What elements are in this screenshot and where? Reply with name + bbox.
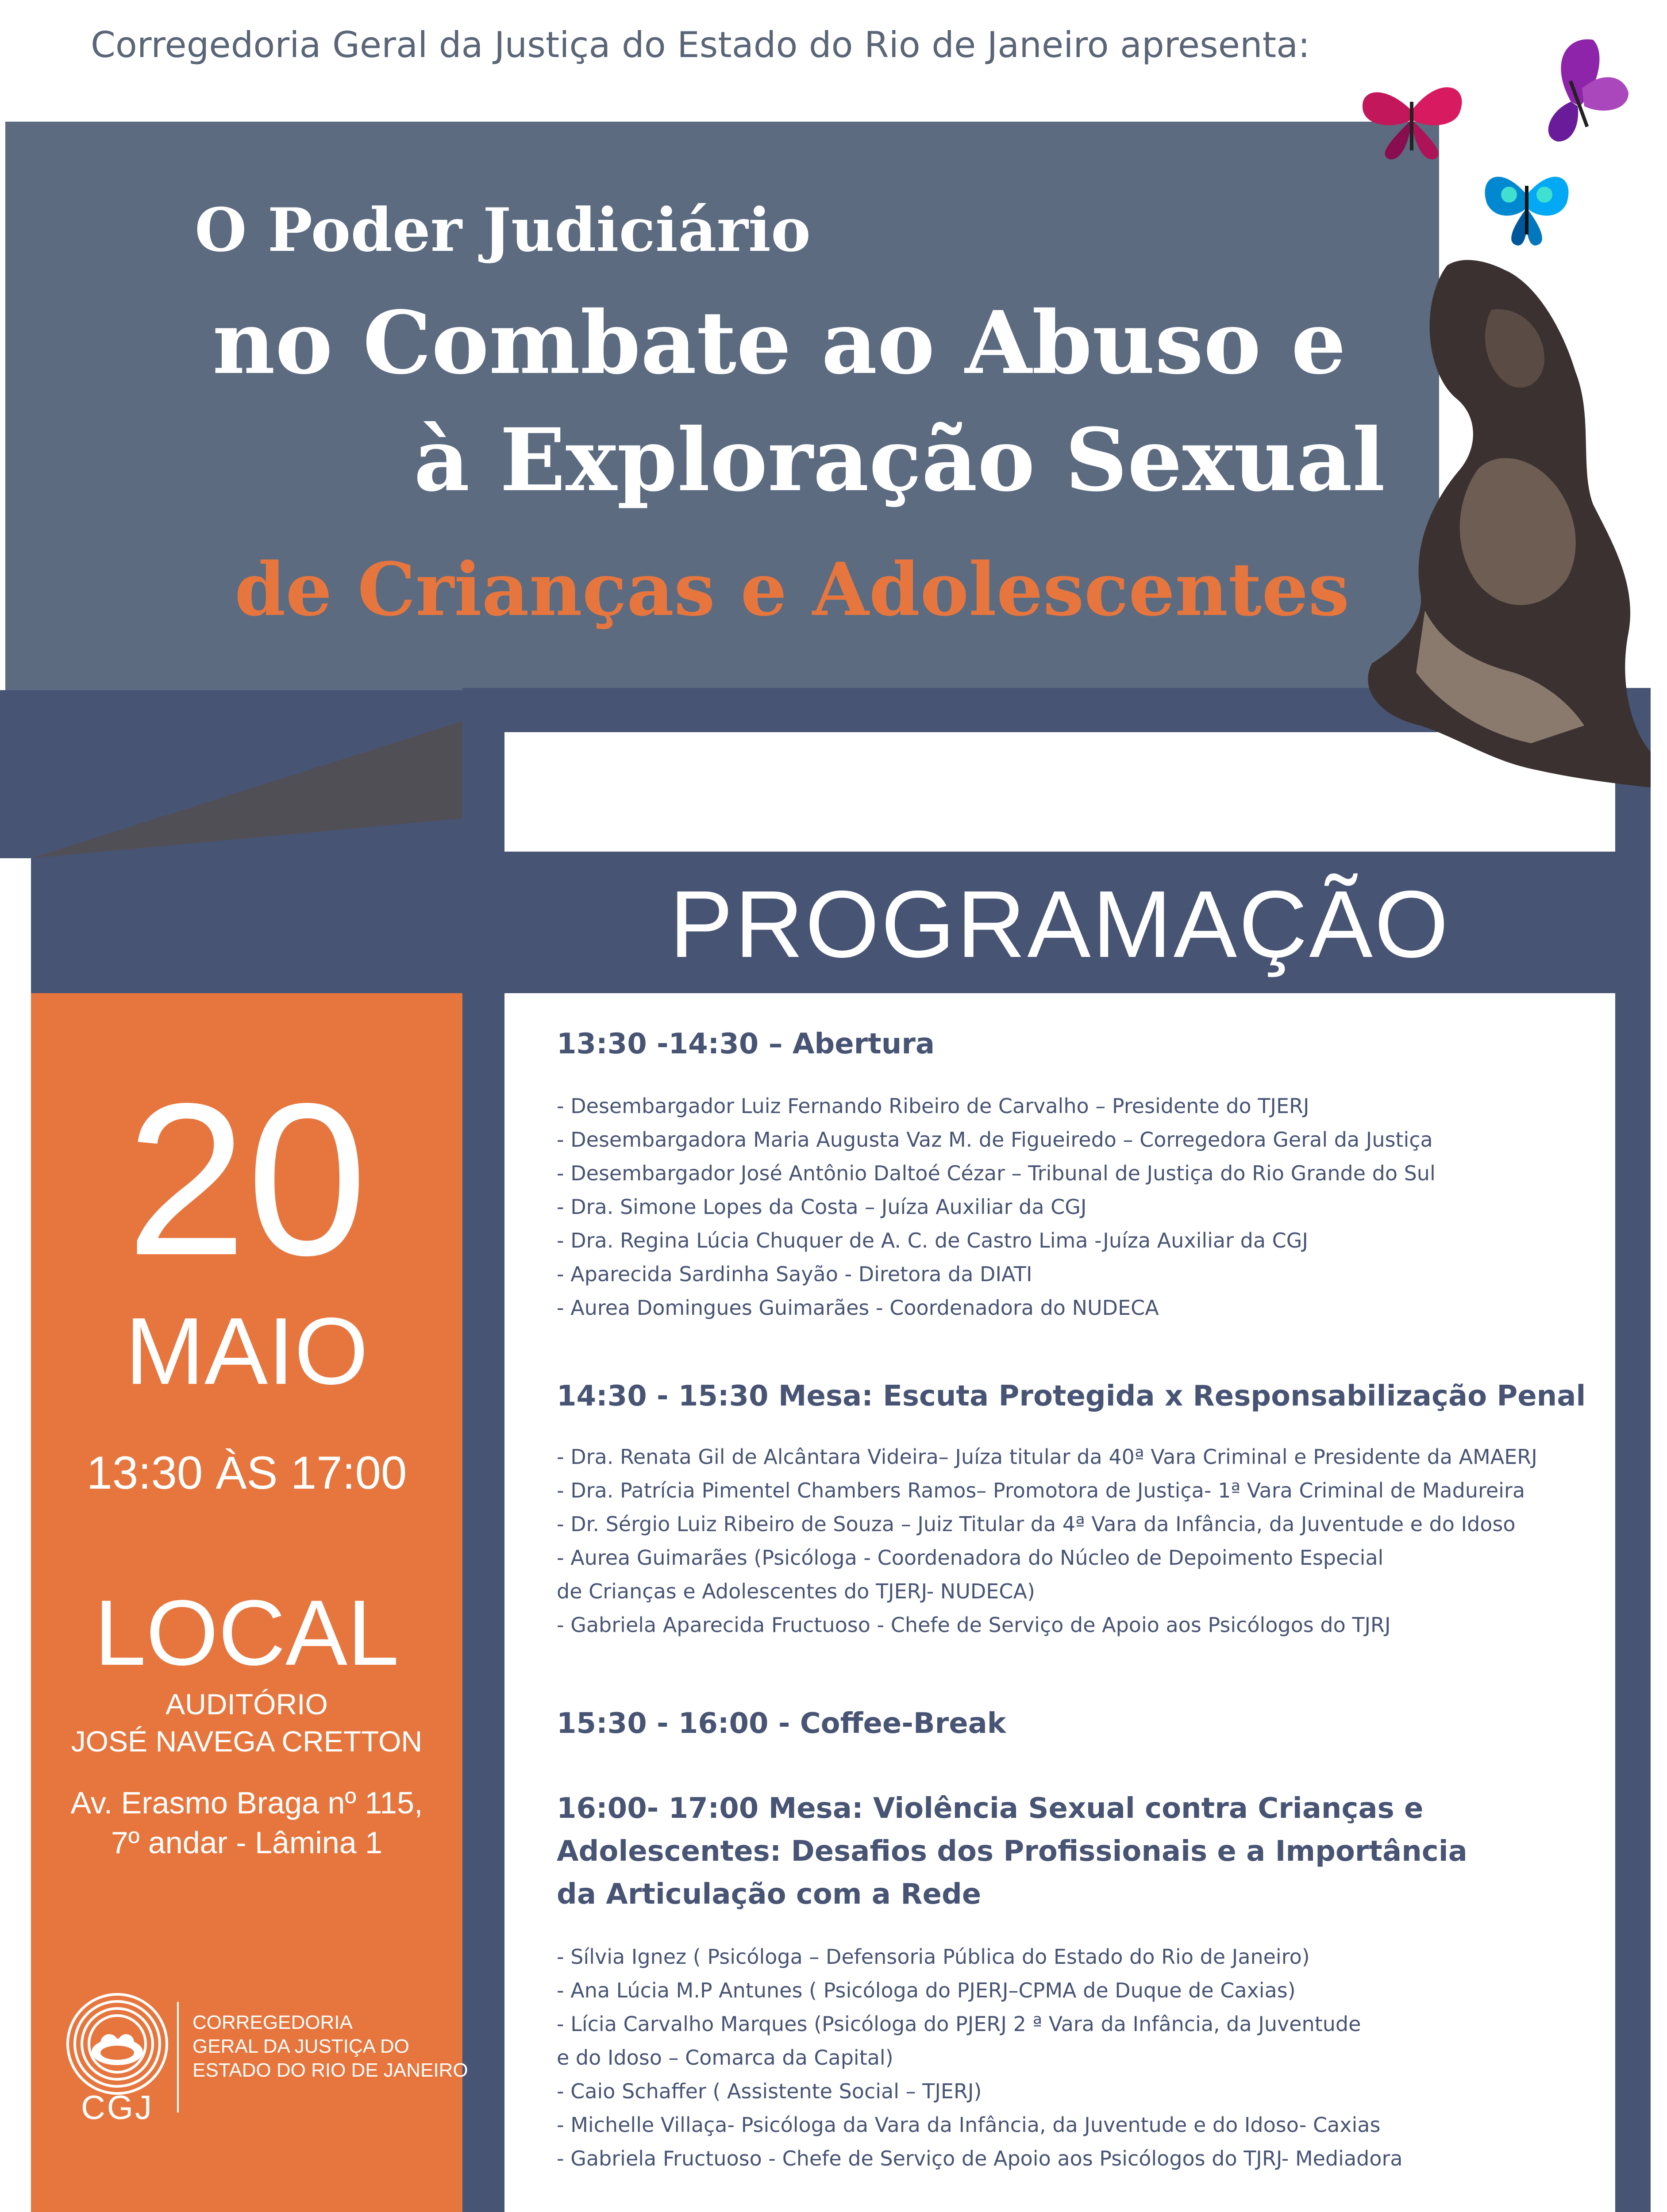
ribbon-fold-shape <box>31 690 462 858</box>
list-item: - Caio Schaffer ( Assistente Social – TJERJ) <box>557 2079 982 2103</box>
list-item: - Desembargador José Antônio Daltoé Cézar – Tribunal de Justiça do Rio Grande do Sul <box>557 1161 1436 1185</box>
list-item: - Gabriela Fructuoso - Chefe de Serviço de Apoio aos Psicólogos do TJRJ- Mediadora <box>557 2147 1403 2170</box>
list-item: - Dr. Sérgio Luiz Ribeiro de Souza – Juiz Titular da 4ª Vara da Infância, da Juventude e do Idoso <box>557 1512 1516 1536</box>
list-item: de Crianças e Adolescentes do TJERJ- NUDECA) <box>557 1579 1035 1603</box>
list-item: - Aparecida Sardinha Sayão - Diretora da DIATI <box>557 1262 1032 1286</box>
session-3-title: 15:30 - 16:00 - Coffee-Break <box>557 1707 1006 1740</box>
session-1-list <box>557 1089 1436 1325</box>
venue-line: AUDITÓRIO <box>166 1688 328 1720</box>
local-heading: LOCAL <box>94 1581 399 1685</box>
session-4-list <box>557 1940 1403 2175</box>
session-2-list <box>557 1440 1537 1642</box>
list-item: - Lícia Carvalho Marques (Psicóloga do PJERJ 2 ª Vara da Infância, da Juventude <box>557 2012 1361 2036</box>
venue-name <box>31 1686 462 1760</box>
list-item: - Dra. Renata Gil de Alcântara Videira– Juíza titular da 40ª Vara Criminal e Presidente da AMAERJ <box>557 1445 1537 1469</box>
session-4-title-line: 16:00- 17:00 Mesa: Violência Sexual contra Crianças e <box>557 1792 1424 1825</box>
venue-address <box>31 1783 462 1863</box>
list-item: - Michelle Villaça- Psicóloga da Vara da Infância, da Juventude e do Idoso- Caxias <box>557 2113 1381 2137</box>
list-item: - Dra. Patrícia Pimentel Chambers Ramos– Promotora de Justiça- 1ª Vara Criminal de Madureira <box>557 1479 1525 1502</box>
list-item: e do Idoso – Comarca da Capital) <box>557 2046 893 2070</box>
event-day: 20 <box>126 1058 368 1300</box>
title-line-1: O Poder Judiciário <box>195 195 811 265</box>
venue-line: JOSÉ NAVEGA CRETTON <box>71 1725 423 1758</box>
list-item: - Aurea Guimarães (Psicóloga - Coordenadora do Núcleo de Depoimento Especial <box>557 1546 1384 1570</box>
session-4-title-line: Adolescentes: Desafios dos Profissionais e a Importância <box>557 1835 1467 1868</box>
address-line: 7º andar - Lâmina 1 <box>111 1825 383 1860</box>
session-2-title: 14:30 - 15:30 Mesa: Escuta Protegida x Responsabilização Penal <box>557 1380 1586 1413</box>
session-1-title: 13:30 -14:30 – Abertura <box>557 1028 935 1060</box>
list-item: - Sílvia Ignez ( Psicóloga – Defensoria Pública do Estado do Rio de Janeiro) <box>557 1945 1310 1969</box>
list-item: - Gabriela Aparecida Fructuoso - Chefe de Serviço de Apoio aos Psicólogos do TJRJ <box>557 1613 1391 1637</box>
event-month: MAIO <box>125 1298 369 1404</box>
child-silhouette-icon <box>1368 260 1651 787</box>
title-line-2: no Combate ao Abuso e <box>212 292 1346 393</box>
list-item: - Dra. Regina Lúcia Chuquer de A. C. de Castro Lima -Juíza Auxiliar da CGJ <box>557 1229 1308 1252</box>
list-item: - Ana Lúcia M.P Antunes ( Psicóloga do PJERJ–CPMA de Duque de Caxias) <box>557 1978 1296 2002</box>
title-line-4: de Crianças e Adolescentes <box>235 546 1350 632</box>
program-heading: PROGRAMAÇÃO <box>669 871 1451 977</box>
list-item: - Dra. Simone Lopes da Costa – Juíza Auxiliar da CGJ <box>557 1195 1087 1219</box>
list-item: - Desembargador Luiz Fernando Ribeiro de Carvalho – Presidente do TJERJ <box>557 1094 1309 1118</box>
logo-text-line: ESTADO DO RIO DE JANEIRO <box>192 2059 468 2081</box>
pink-butterfly-icon <box>1363 87 1462 159</box>
purple-butterfly-icon <box>1548 39 1629 142</box>
logo-text-line: GERAL DA JUSTIÇA DO <box>192 2035 409 2057</box>
butterflies-child-illustration <box>1345 35 1651 787</box>
logo-acronym: CGJ <box>81 2089 154 2124</box>
cgj-logo-icon <box>60 1991 175 2124</box>
presenter-line: Corregedoria Geral da Justiça do Estado do Rio de Janeiro apresenta: <box>91 24 1310 65</box>
address-line: Av. Erasmo Braga nº 115, <box>70 1786 423 1820</box>
logo-divider <box>177 2002 179 2112</box>
event-hours: 13:30 ÀS 17:00 <box>86 1447 407 1499</box>
session-4-title <box>557 1787 1467 1916</box>
session-4-title-line: da Articulação com a Rede <box>557 1878 982 1911</box>
list-item: - Aurea Domingues Guimarães - Coordenadora do NUDECA <box>557 1296 1159 1320</box>
logo-wordmark <box>192 2011 468 2082</box>
logo-text-line: CORREGEDORIA <box>192 2012 353 2033</box>
blue-butterfly-icon <box>1485 177 1569 246</box>
title-line-3: à Exploração Sexual <box>414 409 1386 511</box>
list-item: - Desembargadora Maria Augusta Vaz M. de Figueiredo – Corregedora Geral da Justiça <box>557 1128 1433 1152</box>
